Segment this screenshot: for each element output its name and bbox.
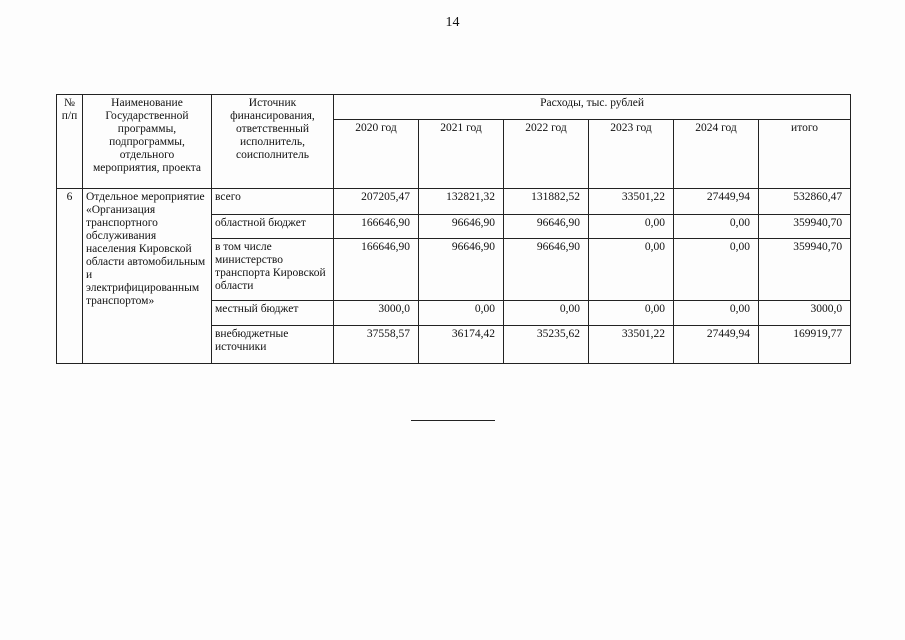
value-cell: 166646,90 xyxy=(334,239,419,301)
value-cell: 0,00 xyxy=(419,301,504,326)
value-cell: 0,00 xyxy=(589,239,674,301)
header-year: 2020 год xyxy=(334,120,419,189)
header-year: 2024 год xyxy=(674,120,759,189)
page-number: 14 xyxy=(445,15,460,30)
source-label: в том числе министерство транспорта Кировской области xyxy=(212,239,334,301)
source-label: внебюджетные источники xyxy=(212,326,334,364)
total-cell: 359940,70 xyxy=(759,239,851,301)
row-name: Отдельное мероприятие «Организация транспортного обслуживания населения Кировской области автомобильным и электрифицированным транспортом» xyxy=(83,189,212,364)
total-cell: 532860,47 xyxy=(759,189,851,215)
source-label: областной бюджет xyxy=(212,215,334,239)
row-number: 6 xyxy=(57,189,83,364)
header-total: итого xyxy=(759,120,851,189)
value-cell: 33501,22 xyxy=(589,189,674,215)
header-row-top xyxy=(57,95,851,120)
budget-table xyxy=(56,94,851,364)
source-label: всего xyxy=(212,189,334,215)
header-expenses: Расходы, тыс. рублей xyxy=(334,95,851,120)
header-name: Наименование Государственной программы, подпрограммы, отдельного мероприятия, проекта xyxy=(83,95,212,189)
value-cell: 3000,0 xyxy=(334,301,419,326)
header-year: 2021 год xyxy=(419,120,504,189)
end-rule xyxy=(411,420,495,421)
value-cell: 0,00 xyxy=(674,215,759,239)
value-cell: 36174,42 xyxy=(419,326,504,364)
value-cell: 0,00 xyxy=(589,215,674,239)
value-cell: 0,00 xyxy=(674,239,759,301)
header-year: 2023 год xyxy=(589,120,674,189)
value-cell: 166646,90 xyxy=(334,215,419,239)
value-cell: 131882,52 xyxy=(504,189,589,215)
value-cell: 33501,22 xyxy=(589,326,674,364)
value-cell: 35235,62 xyxy=(504,326,589,364)
total-cell: 169919,77 xyxy=(759,326,851,364)
total-cell: 3000,0 xyxy=(759,301,851,326)
value-cell: 37558,57 xyxy=(334,326,419,364)
value-cell: 207205,47 xyxy=(334,189,419,215)
value-cell: 96646,90 xyxy=(504,215,589,239)
header-num: № п/п xyxy=(57,95,83,189)
header-year: 2022 год xyxy=(504,120,589,189)
table-row xyxy=(57,189,851,215)
value-cell: 96646,90 xyxy=(504,239,589,301)
value-cell: 96646,90 xyxy=(419,239,504,301)
header-source: Источник финансирования, ответственный исполнитель, соисполнитель xyxy=(212,95,334,189)
value-cell: 96646,90 xyxy=(419,215,504,239)
value-cell: 27449,94 xyxy=(674,326,759,364)
value-cell: 0,00 xyxy=(674,301,759,326)
value-cell: 27449,94 xyxy=(674,189,759,215)
source-label: местный бюджет xyxy=(212,301,334,326)
total-cell: 359940,70 xyxy=(759,215,851,239)
value-cell: 0,00 xyxy=(504,301,589,326)
value-cell: 132821,32 xyxy=(419,189,504,215)
value-cell: 0,00 xyxy=(589,301,674,326)
